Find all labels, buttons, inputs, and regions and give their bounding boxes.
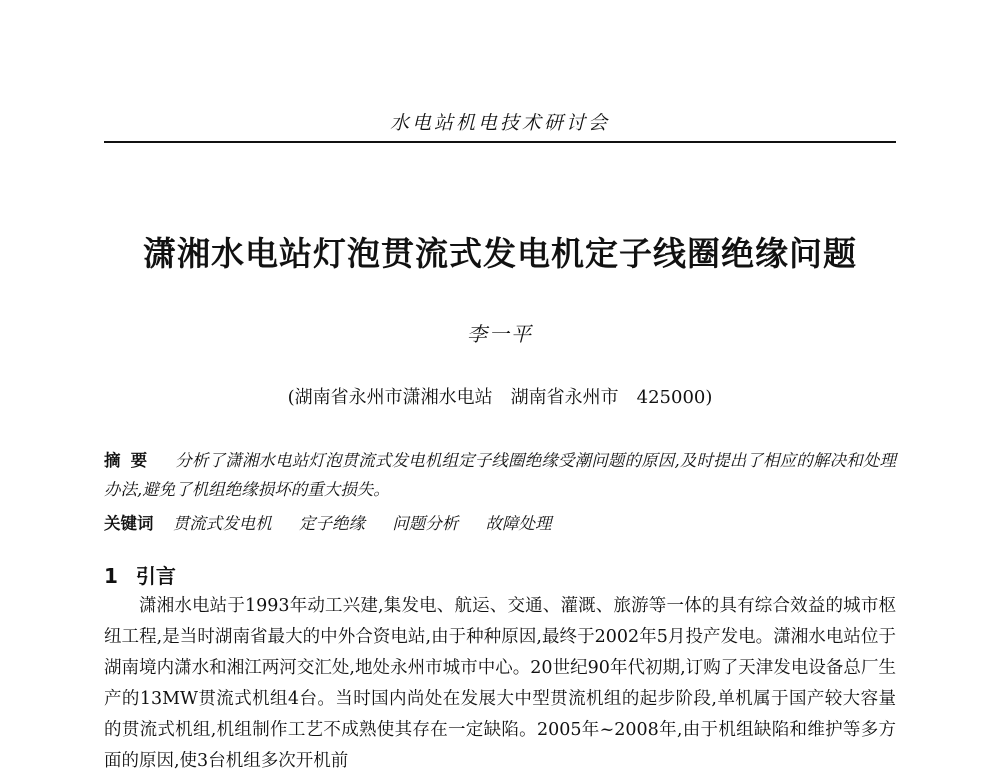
author-affiliation: (湖南省永州市潇湘水电站 湖南省永州市 425000) xyxy=(287,387,713,408)
abstract-label: 摘要 xyxy=(104,451,158,470)
abstract xyxy=(104,446,896,504)
keywords-label: 关键词 xyxy=(104,514,154,533)
keywords xyxy=(104,509,896,538)
section-number: 1 xyxy=(104,564,118,588)
keyword: 定子绝缘 xyxy=(299,514,365,533)
section-heading xyxy=(104,560,176,589)
keyword: 贯流式发电机 xyxy=(172,514,272,533)
abstract-text: 分析了潇湘水电站灯泡贯流式发电机组定子线圈绝缘受潮问题的原因,及时提出了相应的解决和处理办法,避免了机组绝缘损坏的重大损失。 xyxy=(104,451,896,499)
author-name: 李一平 xyxy=(467,322,533,346)
running-header: 水电站机电技术研讨会 xyxy=(389,112,610,134)
section-title: 引言 xyxy=(135,564,176,588)
keyword: 问题分析 xyxy=(392,514,459,533)
paper-title: 潇湘水电站灯泡贯流式发电机定子线圈绝缘问题 xyxy=(143,234,857,273)
keyword: 故障处理 xyxy=(485,514,552,533)
body-paragraph: 潇湘水电站于1993年动工兴建,集发电、航运、交通、灌溉、旅游等一体的具有综合效益的城市枢纽工程,是当时湖南省最大的中外合资电站,由于种种原因,最终于2002年5月投产发电。潇湘水电站位于湖南境内潇水和湘江两河交汇处,地处永州市城市中心。20世纪90年代初期,订购了天津发电设备总厂生产的13MW贯流式机组4台。当时国内尚处在发展大中型贯流机组的起步阶段,单机属于国产较大容量的贯流式机组,机组制作工艺不成熟使其存在一定缺陷。2005年~2008年,由于机组缺陷和维护等多方面的原因,使3台机组多次开机前 xyxy=(104,596,896,771)
header-rule xyxy=(104,141,896,143)
